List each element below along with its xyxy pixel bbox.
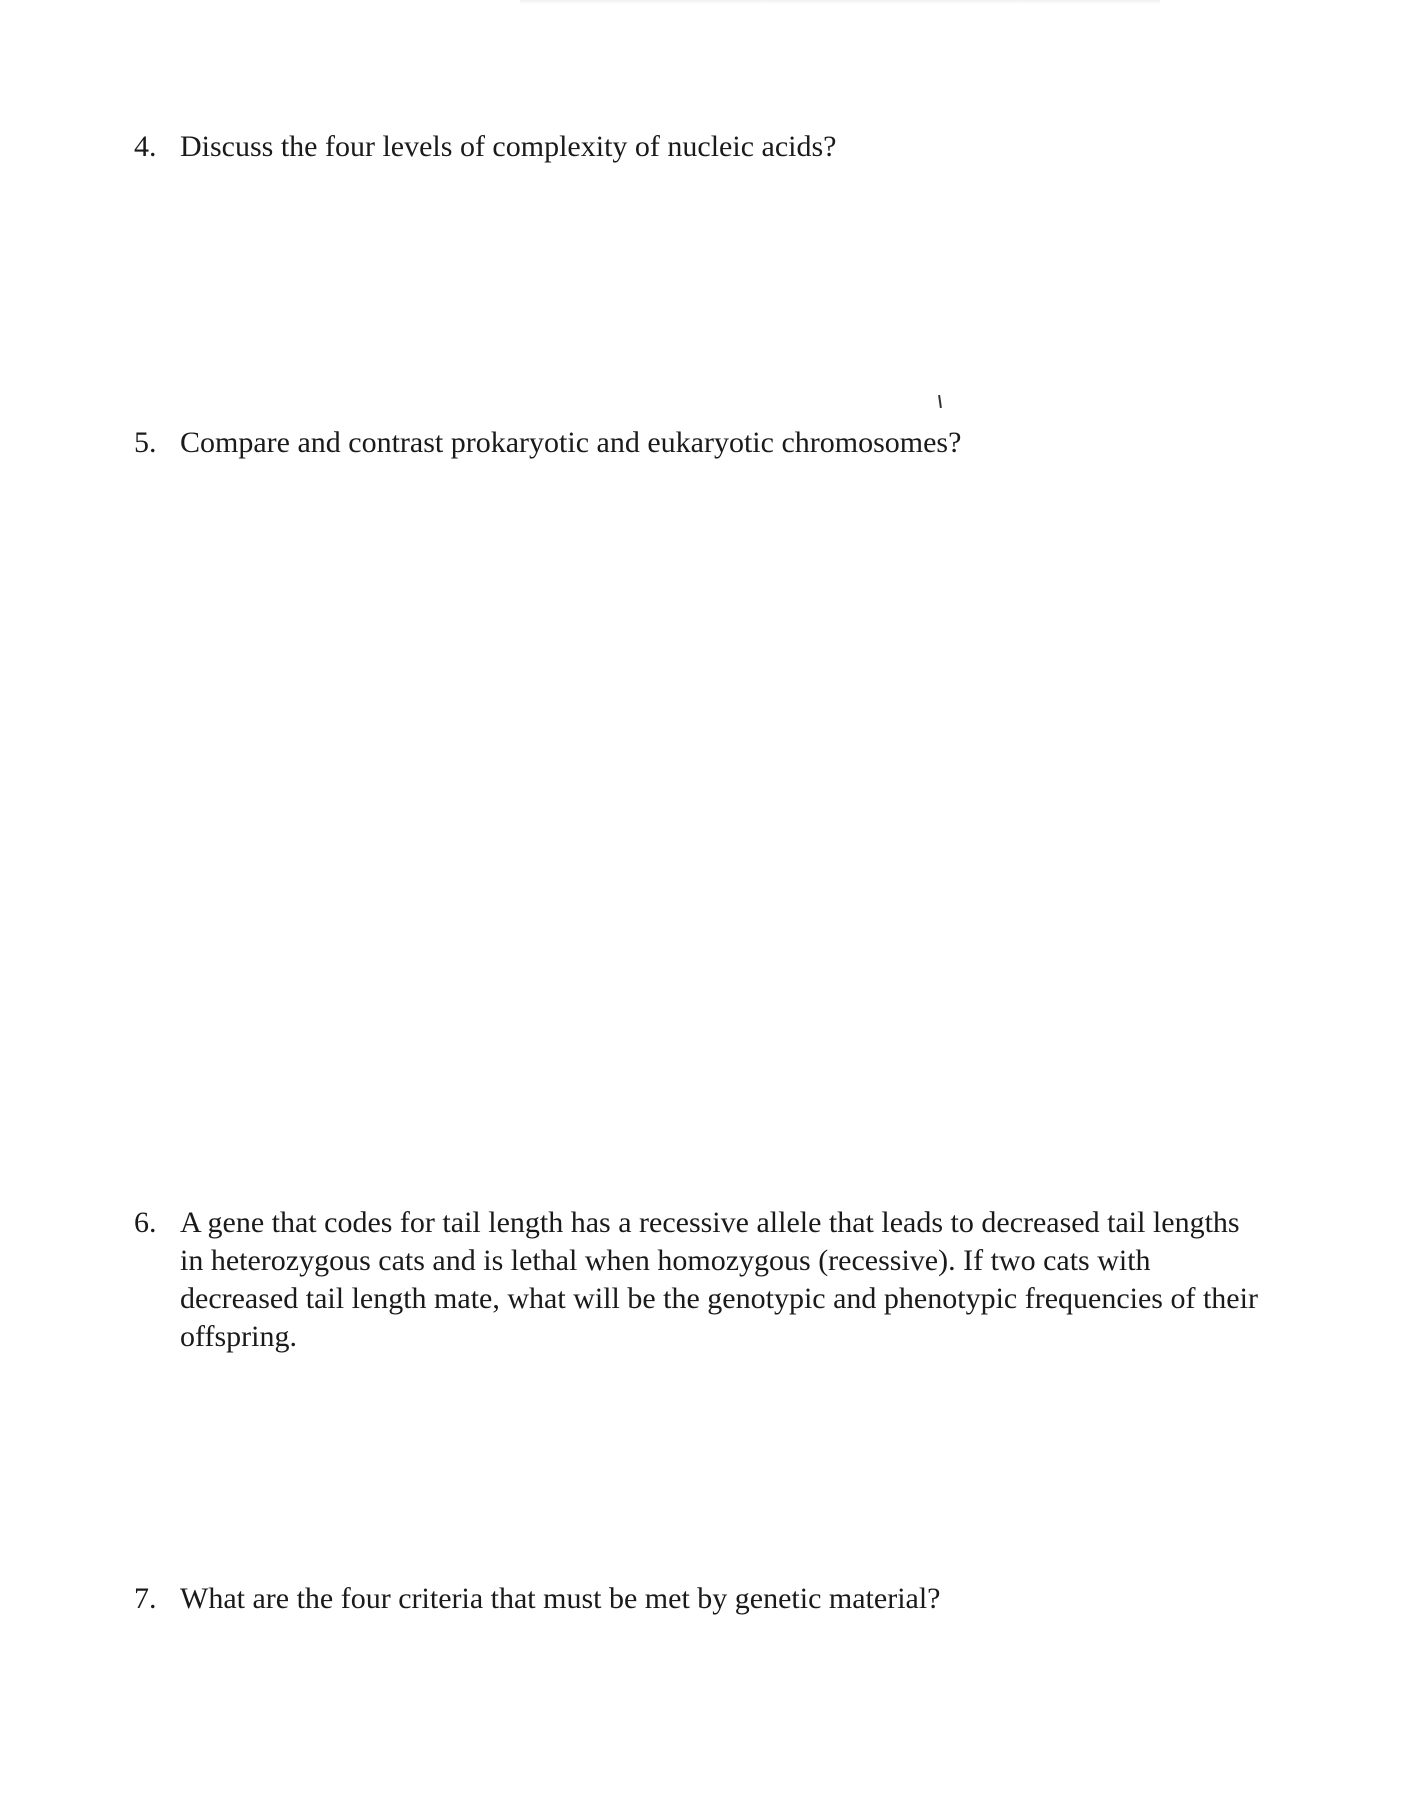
question-6 [134, 1204, 1274, 1356]
question-6-line-1: A gene that codes for tail length has a recessive allele that leads to decreased tail lengths [180, 1206, 1240, 1239]
question-6-line-2: in heterozygous cats and is lethal when homozygous (recessive). If two cats with [180, 1244, 1151, 1277]
question-7-text: What are the four criteria that must be met by genetic material? [180, 1582, 941, 1615]
question-4 [134, 128, 1274, 166]
question-5-text: Compare and contrast prokaryotic and eukaryotic chromosomes? [180, 426, 962, 459]
question-6-line-3: decreased tail length mate, what will be the genotypic and phenotypic frequencies of their [180, 1282, 1258, 1315]
question-4-text: Discuss the four levels of complexity of nucleic acids? [180, 130, 837, 163]
question-7-number: 7. [134, 1582, 157, 1615]
question-4-number: 4. [134, 130, 157, 163]
question-6-line-4: offspring. [180, 1320, 297, 1353]
stray-pen-mark [938, 395, 942, 408]
question-6-text [180, 1204, 1274, 1356]
page-top-shadow [520, 0, 1160, 4]
question-6-number: 6. [134, 1206, 157, 1239]
question-7 [134, 1580, 1274, 1618]
question-5-number: 5. [134, 426, 157, 459]
question-5 [134, 424, 1274, 462]
